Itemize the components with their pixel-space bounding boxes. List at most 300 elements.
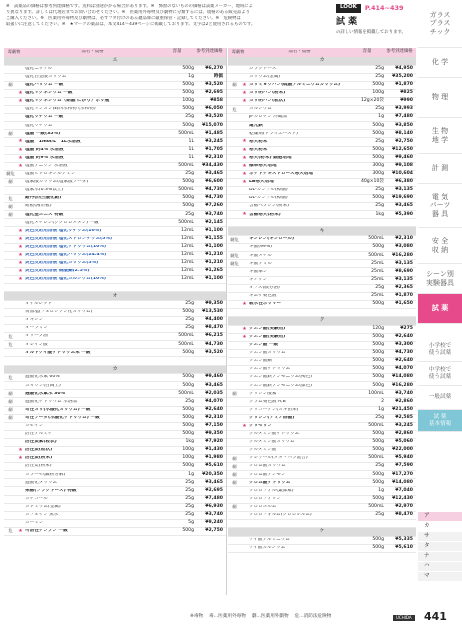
product-price: ¥35,200	[392, 73, 413, 79]
product-name: 黄血塩(フェロシアン化カリウム)	[25, 310, 93, 315]
product-name: グラム染色液 A,B	[249, 399, 286, 404]
table-row[interactable]	[4, 407, 226, 415]
product-price: ¥3,740	[395, 390, 413, 396]
table-row[interactable]	[4, 179, 226, 187]
product-volume: 25g	[185, 171, 194, 177]
table-row[interactable]	[4, 528, 226, 536]
product-volume: 1L	[188, 146, 194, 152]
product-price: ¥14,080	[392, 374, 413, 380]
table-row[interactable]	[228, 138, 416, 146]
product-name: クレゾール(メタ・パラ混合)	[249, 456, 308, 461]
legend-item: 劇…医薬用外劇物	[251, 614, 289, 619]
alpha-tab[interactable]: ナ	[418, 552, 462, 562]
table-row[interactable]	[228, 244, 416, 252]
table-row[interactable]	[4, 301, 226, 309]
product-name: オーラミン	[25, 326, 48, 331]
product-volume: 500mL	[178, 219, 194, 225]
product-price: ¥3,080	[395, 244, 413, 250]
sidebar-item[interactable]: シーン別 実験器具	[418, 264, 462, 294]
table-row[interactable]	[4, 147, 226, 155]
sidebar-item[interactable]: 生 物 地 学	[418, 118, 462, 154]
product-volume: 25mL	[371, 276, 384, 282]
product-volume: 500mL	[368, 252, 384, 258]
table-row[interactable]	[4, 219, 226, 227]
table-row[interactable]	[228, 439, 416, 447]
product-name: 標準寒天培地	[249, 163, 277, 168]
star-mark: ★	[242, 89, 247, 96]
table-row[interactable]	[4, 479, 226, 487]
toxic-class: 劇	[232, 471, 237, 477]
header-toxic: 毒劇物	[7, 49, 21, 55]
product-name: キノリン	[249, 277, 268, 282]
table-row[interactable]	[228, 390, 416, 398]
table-row[interactable]	[4, 171, 226, 179]
table-row[interactable]	[228, 236, 416, 244]
table-row[interactable]	[228, 82, 416, 90]
table-row[interactable]	[4, 203, 226, 211]
symbol-legend	[190, 615, 337, 620]
toxic-class: 劇	[8, 130, 13, 136]
table-row[interactable]	[4, 90, 226, 98]
header-price: 参考到達価格	[386, 49, 413, 55]
product-name: 苛性カリ(水酸化カリウム) 一級	[25, 407, 91, 412]
product-name: 塩化白金酸カリウム	[25, 74, 67, 79]
product-name: ガラクトース	[249, 66, 277, 71]
table-row[interactable]	[4, 74, 226, 82]
toxic-class: 劇	[8, 211, 13, 217]
brand-logo: UCHIDA	[393, 615, 415, 621]
table-row[interactable]	[4, 114, 226, 122]
table-row[interactable]	[4, 260, 226, 268]
product-name: グリシン酸素	[249, 391, 277, 396]
product-price: ¥3,465	[205, 479, 223, 485]
product-volume: 500mL	[178, 333, 194, 339]
notes-block	[6, 4, 336, 28]
table-row[interactable]	[228, 479, 416, 487]
table-row[interactable]	[228, 415, 416, 423]
table-row[interactable]	[4, 325, 226, 333]
alpha-tab[interactable]: サ	[418, 532, 462, 542]
product-volume: 12mL	[181, 227, 194, 233]
product-volume: 500g	[182, 195, 194, 201]
table-row[interactable]	[4, 341, 226, 349]
product-price: ¥990	[400, 98, 413, 104]
table-row[interactable]	[4, 227, 226, 235]
note-line: り異なります。詳しくは代理店までお問い合わせください。※ 医薬用外毒物及び劇物に分類するには、規格のある販売品より	[6, 10, 250, 15]
product-name: キ酸メチル	[249, 253, 272, 258]
table-row[interactable]	[228, 187, 416, 195]
product-price: ¥12,430	[392, 495, 413, 501]
toxic-class: 劇	[8, 398, 13, 404]
table-row[interactable]	[4, 504, 226, 512]
product-price: ¥3,245	[395, 422, 413, 428]
product-name: 塩化バリウム 一級	[25, 83, 64, 88]
header-price: 参考到達価格	[196, 49, 223, 55]
toxic-class: 劇危	[230, 236, 239, 242]
table-row[interactable]	[228, 171, 416, 179]
product-name: 寒天粉末	[249, 139, 268, 144]
table-row[interactable]	[228, 463, 416, 471]
table-row[interactable]	[228, 431, 416, 439]
toxic-class: 劇	[8, 406, 13, 412]
table-row[interactable]	[228, 252, 416, 260]
table-row[interactable]	[228, 285, 416, 293]
header-toxic: 毒劇物	[231, 49, 245, 55]
table-row[interactable]	[228, 423, 416, 431]
table-row[interactable]	[228, 268, 416, 276]
product-name: 過酸化水素 60%	[25, 375, 60, 380]
table-row[interactable]	[228, 179, 416, 187]
table-row[interactable]	[4, 309, 226, 317]
product-name: 塩化マグネシウム 一級	[25, 91, 73, 96]
table-row[interactable]	[228, 545, 416, 553]
product-price: ¥3,135	[395, 260, 413, 266]
product-price: ¥2,365	[395, 284, 413, 290]
product-name: クエン酸(実験用)	[249, 326, 286, 331]
sidebar-item[interactable]: 物 理	[418, 78, 462, 118]
table-row[interactable]	[228, 203, 416, 211]
product-name: カゼイン	[25, 423, 44, 428]
table-row[interactable]	[4, 512, 226, 520]
table-row[interactable]	[4, 390, 226, 398]
table-row[interactable]	[228, 130, 416, 138]
product-volume: 500g	[372, 366, 384, 372]
product-volume: 500g	[182, 90, 194, 96]
table-row[interactable]	[228, 471, 416, 479]
product-price: ¥3,520	[205, 82, 223, 88]
star-mark: ★	[18, 267, 23, 274]
sidebar-item[interactable]: 試 薬 基本情報	[418, 410, 462, 432]
product-name: 果糖(フラクトース) 特級	[25, 488, 77, 493]
product-price: ¥8,470	[395, 512, 413, 517]
table-row[interactable]	[228, 293, 416, 301]
table-row[interactable]	[228, 163, 416, 171]
product-name: 塩酸 約9% 水溶液	[25, 155, 64, 160]
header-volume: 容量	[362, 49, 372, 55]
product-volume: 500g	[182, 82, 194, 88]
note-line: ご購入ください。※ 医薬用外毒物及び劇物は、必ずフタ付けのある鍵品庫に厳重保管・記録してください。※ 危険物は	[6, 16, 241, 21]
alpha-tab[interactable]: ハ	[418, 562, 462, 572]
product-volume: 100g	[182, 455, 194, 461]
table-row[interactable]	[228, 447, 416, 455]
product-price: ¥7,480	[395, 114, 413, 120]
product-name: 塩素水(0.3%以上)	[25, 188, 64, 193]
table-row[interactable]	[4, 244, 226, 252]
product-volume: 500g	[182, 122, 194, 128]
table-row[interactable]	[228, 374, 416, 382]
sidebar-item[interactable]: 電 気 パーツ 器 具	[418, 184, 462, 228]
product-name: 塩化マンガン(Ⅱ)四水和物 (水和物)	[25, 107, 96, 112]
product-volume: 25g	[185, 479, 194, 485]
product-volume: 500g	[372, 479, 384, 485]
table-row[interactable]	[4, 496, 226, 504]
product-volume: 25g	[185, 301, 194, 307]
table-row[interactable]	[228, 90, 416, 98]
product-volume: 12mL	[181, 260, 194, 266]
product-volume: 25g	[375, 187, 384, 193]
table-row[interactable]	[228, 114, 416, 122]
blank-row	[228, 520, 416, 528]
product-name: 炎色反応用溶液 塩化リチウム(10%)	[25, 228, 102, 233]
product-name: グリシン(アミノ酢酸)	[249, 415, 295, 420]
table-row[interactable]	[228, 195, 416, 203]
product-volume: 500mL	[178, 341, 194, 347]
table-row[interactable]	[4, 163, 226, 171]
table-row[interactable]	[4, 471, 226, 479]
product-price: ¥5,060	[395, 439, 413, 445]
product-name: クロロフィリン	[249, 496, 281, 501]
table-row[interactable]	[4, 398, 226, 406]
table-row[interactable]	[228, 211, 416, 219]
product-price: ¥10,604	[392, 171, 413, 177]
sidebar-item[interactable]: 化 学	[418, 48, 462, 78]
product-volume: 1L	[188, 154, 194, 160]
product-volume: 500g	[182, 431, 194, 437]
product-volume: 25g	[375, 65, 384, 71]
toxic-class: 劇	[8, 203, 13, 209]
product-name: ケイ酸カルシウム	[249, 545, 286, 550]
table-row[interactable]	[4, 268, 226, 276]
table-row[interactable]	[4, 130, 226, 138]
star-mark: ★	[18, 235, 23, 242]
table-row[interactable]	[228, 382, 416, 390]
product-volume: 500g	[372, 495, 384, 501]
product-name: 炎色反応用溶液 硝酸銅(2.5%)	[25, 269, 90, 274]
product-name: DL-カンフル(樟脳)	[249, 188, 288, 193]
table-row[interactable]	[4, 374, 226, 382]
product-name: グリコーゲン(カキ由来)	[249, 407, 299, 412]
product-volume: 500g	[372, 342, 384, 348]
product-price: ¥2,145	[205, 219, 223, 225]
star-mark: ★	[18, 527, 23, 534]
product-name: クロム酸ナトリウム	[249, 480, 291, 485]
table-row[interactable]	[228, 74, 416, 82]
table-row[interactable]	[228, 277, 416, 285]
product-name: 苛性ソーダ(水酸化ナトリウム) 一級	[25, 415, 100, 420]
table-row[interactable]	[4, 455, 226, 463]
product-volume: 500g	[372, 374, 384, 380]
table-row[interactable]	[228, 334, 416, 342]
product-price: ¥5,940	[395, 455, 413, 461]
table-row[interactable]	[4, 431, 226, 439]
product-name: 炎色反応用溶液 塩化カリウム(5%)	[25, 261, 99, 266]
table-row[interactable]	[4, 252, 226, 260]
product-price: ¥2,310	[205, 414, 223, 420]
table-row[interactable]	[228, 455, 416, 463]
product-name: 塩酸 1mol/L 1L水溶液	[25, 139, 81, 144]
product-price: ¥3,740	[205, 512, 223, 517]
toxic-class: 劇危	[230, 252, 239, 258]
product-volume: 500mL	[178, 390, 194, 396]
product-name: クエン酸カリウム	[249, 351, 286, 356]
table-header	[4, 48, 226, 57]
toxic-class: 劇	[232, 390, 237, 396]
table-row[interactable]	[4, 106, 226, 114]
table-row[interactable]	[4, 187, 226, 195]
table-row[interactable]	[228, 326, 416, 334]
product-price: ¥15,070	[202, 122, 223, 128]
product-price: ¥9,108	[395, 162, 413, 168]
toxic-class: 劇	[8, 82, 13, 88]
table-row[interactable]	[4, 423, 226, 431]
product-name: 塩素酸カリウム(塩素酸ソーダ)	[25, 180, 89, 185]
table-row[interactable]	[228, 398, 416, 406]
table-row[interactable]	[4, 195, 226, 203]
product-name: 塩酸ヒドロキシルアミン	[25, 172, 76, 177]
table-row[interactable]	[4, 98, 226, 106]
product-volume: 500g	[372, 382, 384, 388]
product-price: ¥3,300	[395, 342, 413, 348]
table-row[interactable]	[228, 366, 416, 374]
table-row[interactable]	[4, 276, 226, 284]
table-row[interactable]	[228, 147, 416, 155]
table-row[interactable]	[228, 98, 416, 106]
product-volume: 500mL	[178, 130, 194, 136]
product-name: 塩化ニッケル	[25, 66, 53, 71]
toxic-class: 劇危	[230, 260, 239, 266]
product-price: ¥3,245	[205, 138, 223, 144]
product-volume: 500g	[372, 544, 384, 550]
table-header	[228, 48, 416, 57]
product-name: DL-カンフル(樟脳)	[249, 196, 288, 201]
product-volume: 25mL	[371, 268, 384, 274]
toxic-class: 劇危	[6, 171, 15, 177]
alpha-tab[interactable]: ア	[418, 512, 462, 522]
table-row[interactable]	[4, 236, 226, 244]
product-name: 過酸化タリウム	[25, 480, 58, 485]
table-row[interactable]	[228, 106, 416, 114]
product-volume: 500mL	[368, 455, 384, 461]
sidebar-item[interactable]: 安 全 収 納	[418, 228, 462, 264]
star-mark: ★	[242, 211, 247, 218]
table-row[interactable]	[4, 439, 226, 447]
product-name: 塩化メチレン(ジクロロメタン) 一級	[25, 220, 99, 225]
product-volume: 500g	[372, 431, 384, 437]
product-price: ¥858	[210, 98, 223, 104]
table-row[interactable]	[228, 301, 416, 309]
product-volume: 500g	[372, 439, 384, 445]
table-row[interactable]	[228, 496, 416, 504]
product-volume: 2	[381, 398, 384, 404]
product-name: クロム酸カリウム	[249, 464, 286, 469]
table-row[interactable]	[4, 349, 226, 357]
product-volume: 25g	[375, 203, 384, 209]
table-row[interactable]	[228, 260, 416, 268]
toxic-class: 劇	[232, 455, 237, 461]
product-price: ¥1,705	[205, 146, 223, 152]
product-volume: 1g	[188, 471, 194, 477]
table-row[interactable]	[4, 415, 226, 423]
table-row[interactable]	[4, 333, 226, 341]
table-row[interactable]	[4, 122, 226, 130]
product-volume: 25g	[375, 106, 384, 112]
product-price: ¥9,460	[395, 154, 413, 160]
table-row[interactable]	[4, 138, 226, 146]
table-row[interactable]	[228, 358, 416, 366]
product-volume: 500g	[182, 528, 194, 534]
product-volume: 500g	[182, 309, 194, 315]
product-price: ¥6,600	[205, 179, 223, 185]
product-price: 時価	[213, 73, 223, 79]
table-row[interactable]	[4, 317, 226, 325]
product-name: オキシン	[25, 318, 44, 323]
star-mark: ★	[242, 422, 247, 429]
star-mark: ★	[242, 170, 247, 177]
table-row[interactable]	[4, 66, 226, 74]
table-row[interactable]	[4, 382, 226, 390]
sidebar-item[interactable]: 小学校で 使う試薬	[418, 338, 462, 362]
product-volume: 500mL	[178, 162, 194, 168]
product-name: カルシウム	[249, 107, 272, 112]
section-header: ク	[228, 317, 416, 326]
product-volume: 25g	[375, 73, 384, 79]
product-volume: 1g	[378, 406, 384, 412]
look-button[interactable]	[336, 4, 361, 13]
sidebar-item[interactable]: 計 測	[418, 154, 462, 184]
product-price: ¥8,470	[205, 325, 223, 331]
sidebar-item[interactable]: 一般試薬	[418, 386, 462, 410]
product-name: オレイン酸	[25, 342, 48, 347]
table-row[interactable]	[228, 504, 416, 512]
alpha-tab[interactable]: カ	[418, 522, 462, 532]
table-row[interactable]	[228, 122, 416, 130]
star-mark: ★	[242, 178, 247, 185]
toxic-class: 劇	[232, 82, 237, 88]
product-price: ¥5,610	[395, 544, 413, 550]
table-row[interactable]	[4, 82, 226, 90]
table-row[interactable]	[228, 512, 416, 520]
table-row[interactable]	[4, 447, 226, 455]
alpha-tab[interactable]: マ	[418, 572, 462, 582]
table-row[interactable]	[4, 463, 226, 471]
alpha-tab[interactable]: タ	[418, 542, 462, 552]
sidebar-item[interactable]: 試 薬	[418, 294, 462, 324]
table-row[interactable]	[228, 66, 416, 74]
look-label: LOOK	[340, 4, 357, 11]
table-row[interactable]	[4, 155, 226, 163]
page-number: 441	[424, 610, 447, 623]
table-row[interactable]	[228, 350, 416, 358]
product-volume: 100g	[182, 447, 194, 453]
product-volume: 500mL	[178, 187, 194, 193]
product-price: ¥6,050	[205, 106, 223, 112]
product-name: クエン酸ナトリウム	[249, 367, 291, 372]
table-row[interactable]	[228, 155, 416, 163]
table-row[interactable]	[4, 211, 226, 219]
product-price: ¥3,520	[205, 114, 223, 120]
table-row[interactable]	[228, 537, 416, 545]
product-name: オイルレッド	[25, 302, 53, 307]
table-row[interactable]	[228, 342, 416, 350]
sidebar-item[interactable]: 中学校で 使う試薬	[418, 362, 462, 386]
table-row[interactable]	[228, 407, 416, 415]
product-price: ¥3,993	[395, 106, 413, 112]
table-row[interactable]	[228, 487, 416, 495]
product-price: ¥3,135	[395, 276, 413, 282]
table-row[interactable]	[4, 520, 226, 528]
product-volume: 500g	[372, 154, 384, 160]
section-header: ケ	[228, 528, 416, 537]
toxic-class: 危	[8, 333, 13, 339]
product-name: 過酸化ナトリウム 水溶品	[25, 399, 77, 404]
toxic-class: 劇	[232, 463, 237, 469]
product-name: クロロフォルム(クロロホルム)	[249, 513, 312, 517]
star-mark: ★	[18, 276, 23, 283]
look-page-range[interactable]: P.414~439	[364, 3, 404, 12]
sidebar-item[interactable]: ガラス プラス チック	[418, 0, 462, 48]
product-volume: 500g	[182, 179, 194, 185]
table-row[interactable]	[4, 487, 226, 495]
